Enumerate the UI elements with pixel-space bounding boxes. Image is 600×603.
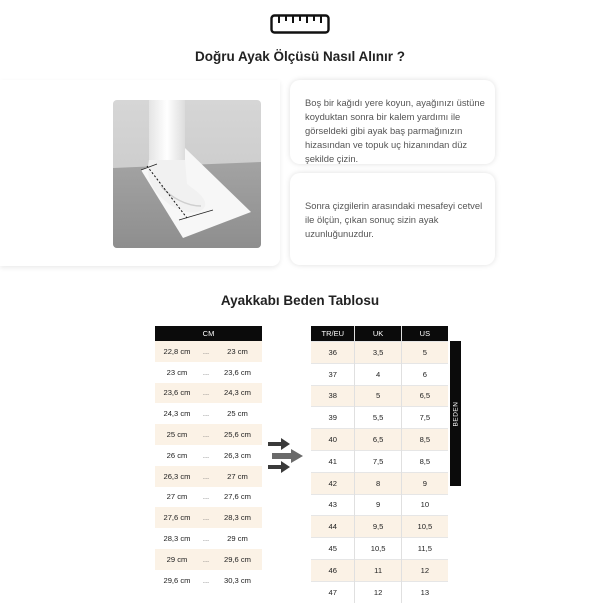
arrow-icon bbox=[268, 437, 304, 475]
uk-cell: 5,5 bbox=[355, 407, 401, 429]
cm-max-cell: 23 cm bbox=[213, 341, 262, 362]
size-table bbox=[311, 326, 448, 603]
size-table-row bbox=[311, 429, 448, 451]
uk-cell: 8 bbox=[355, 472, 401, 494]
uk-cell: 6,5 bbox=[355, 429, 401, 451]
cm-table-row bbox=[155, 403, 262, 424]
cm-range-separator: ... bbox=[199, 383, 213, 404]
uk-cell: 4 bbox=[355, 363, 401, 385]
size-chart-title: Ayakkabı Beden Tablosu bbox=[220, 293, 380, 308]
ruler-icon bbox=[270, 14, 330, 34]
tr-eu-cell: 46 bbox=[311, 559, 355, 581]
cm-table-row bbox=[155, 466, 262, 487]
instruction-step-1: Boş bir kağıdı yere koyun, ayağınızı üstüne koyduktan sonra bir kalem yardımı ile görseldeki gibi ayak baş parmağınızın hizasından ve topuk uç hizanından düz şekilde çizin. bbox=[305, 97, 485, 164]
size-table-row bbox=[311, 407, 448, 429]
cm-table-row bbox=[155, 445, 262, 466]
cm-max-cell: 25,6 cm bbox=[213, 424, 262, 445]
us-cell: 8,5 bbox=[401, 429, 448, 451]
tr-eu-cell: 40 bbox=[311, 429, 355, 451]
cm-table-row bbox=[155, 362, 262, 383]
cm-range-separator: ... bbox=[199, 507, 213, 528]
us-cell: 12 bbox=[401, 559, 448, 581]
header-tr-eu: TR/EU bbox=[311, 326, 355, 342]
cm-header: CM bbox=[155, 326, 262, 341]
uk-cell: 5 bbox=[355, 385, 401, 407]
cm-max-cell: 24,3 cm bbox=[213, 383, 262, 404]
size-table-row bbox=[311, 450, 448, 472]
cm-range-separator: ... bbox=[199, 341, 213, 362]
cm-min-cell: 29,6 cm bbox=[155, 570, 199, 591]
size-table-row bbox=[311, 342, 448, 364]
us-cell: 8,5 bbox=[401, 450, 448, 472]
uk-cell: 12 bbox=[355, 581, 401, 602]
cm-max-cell: 27 cm bbox=[213, 466, 262, 487]
cm-table-row bbox=[155, 507, 262, 528]
cm-range-separator: ... bbox=[199, 528, 213, 549]
uk-cell: 9 bbox=[355, 494, 401, 516]
cm-range-separator: ... bbox=[199, 403, 213, 424]
us-cell: 10,5 bbox=[401, 516, 448, 538]
cm-range-separator: ... bbox=[199, 445, 213, 466]
cm-range-separator: ... bbox=[199, 570, 213, 591]
cm-min-cell: 22,8 cm bbox=[155, 341, 199, 362]
us-cell: 6,5 bbox=[401, 385, 448, 407]
cm-range-separator: ... bbox=[199, 487, 213, 508]
uk-cell: 11 bbox=[355, 559, 401, 581]
tr-eu-cell: 43 bbox=[311, 494, 355, 516]
size-table-row bbox=[311, 538, 448, 560]
cm-max-cell: 28,3 cm bbox=[213, 507, 262, 528]
beden-label: BEDEN bbox=[452, 401, 459, 426]
cm-range-separator: ... bbox=[199, 466, 213, 487]
size-table-row bbox=[311, 494, 448, 516]
us-cell: 9 bbox=[401, 472, 448, 494]
us-cell: 5 bbox=[401, 342, 448, 364]
size-table-row bbox=[311, 472, 448, 494]
tr-eu-cell: 39 bbox=[311, 407, 355, 429]
us-cell: 10 bbox=[401, 494, 448, 516]
size-table-row bbox=[311, 363, 448, 385]
cm-min-cell: 28,3 cm bbox=[155, 528, 199, 549]
tr-eu-cell: 45 bbox=[311, 538, 355, 560]
cm-range-separator: ... bbox=[199, 549, 213, 570]
cm-table-row bbox=[155, 528, 262, 549]
cm-table-row bbox=[155, 424, 262, 445]
cm-min-cell: 29 cm bbox=[155, 549, 199, 570]
cm-table bbox=[155, 326, 262, 591]
beden-side-label bbox=[450, 341, 461, 486]
cm-max-cell: 30,3 cm bbox=[213, 570, 262, 591]
size-table-row bbox=[311, 581, 448, 602]
size-table-row bbox=[311, 516, 448, 538]
cm-min-cell: 26,3 cm bbox=[155, 466, 199, 487]
tr-eu-cell: 37 bbox=[311, 363, 355, 385]
cm-min-cell: 26 cm bbox=[155, 445, 199, 466]
measure-guide-title: Doğru Ayak Ölçüsü Nasıl Alınır ? bbox=[194, 49, 406, 64]
cm-max-cell: 25 cm bbox=[213, 403, 262, 424]
cm-max-cell: 23,6 cm bbox=[213, 362, 262, 383]
cm-table-row bbox=[155, 383, 262, 404]
cm-range-separator: ... bbox=[199, 362, 213, 383]
size-table-row bbox=[311, 385, 448, 407]
cm-min-cell: 25 cm bbox=[155, 424, 199, 445]
tr-eu-cell: 38 bbox=[311, 385, 355, 407]
uk-cell: 7,5 bbox=[355, 450, 401, 472]
tr-eu-cell: 47 bbox=[311, 581, 355, 602]
cm-table-row bbox=[155, 570, 262, 591]
tr-eu-cell: 42 bbox=[311, 472, 355, 494]
uk-cell: 3,5 bbox=[355, 342, 401, 364]
us-cell: 7,5 bbox=[401, 407, 448, 429]
cm-max-cell: 29 cm bbox=[213, 528, 262, 549]
foot-measurement-photo bbox=[113, 100, 261, 248]
header-uk: UK bbox=[355, 326, 401, 342]
cm-min-cell: 27 cm bbox=[155, 487, 199, 508]
uk-cell: 9,5 bbox=[355, 516, 401, 538]
us-cell: 11,5 bbox=[401, 538, 448, 560]
header-us: US bbox=[401, 326, 448, 342]
cm-range-separator: ... bbox=[199, 424, 213, 445]
cm-table-row bbox=[155, 549, 262, 570]
cm-min-cell: 27,6 cm bbox=[155, 507, 199, 528]
instruction-card-1 bbox=[290, 80, 495, 164]
cm-min-cell: 23 cm bbox=[155, 362, 199, 383]
cm-max-cell: 27,6 cm bbox=[213, 487, 262, 508]
tr-eu-cell: 41 bbox=[311, 450, 355, 472]
us-cell: 6 bbox=[401, 363, 448, 385]
tr-eu-cell: 44 bbox=[311, 516, 355, 538]
cm-table-row bbox=[155, 487, 262, 508]
cm-max-cell: 29,6 cm bbox=[213, 549, 262, 570]
cm-min-cell: 23,6 cm bbox=[155, 383, 199, 404]
tr-eu-cell: 36 bbox=[311, 342, 355, 364]
cm-table-row bbox=[155, 341, 262, 362]
cm-max-cell: 26,3 cm bbox=[213, 445, 262, 466]
size-table-row bbox=[311, 559, 448, 581]
instruction-card-2 bbox=[290, 173, 495, 265]
us-cell: 13 bbox=[401, 581, 448, 602]
instruction-step-2: Sonra çizgilerin arasındaki mesafeyi cetvel ile ölçün, çıkan sonuç sizin ayak uzunluğunuzdur. bbox=[305, 200, 483, 239]
cm-min-cell: 24,3 cm bbox=[155, 403, 199, 424]
uk-cell: 10,5 bbox=[355, 538, 401, 560]
